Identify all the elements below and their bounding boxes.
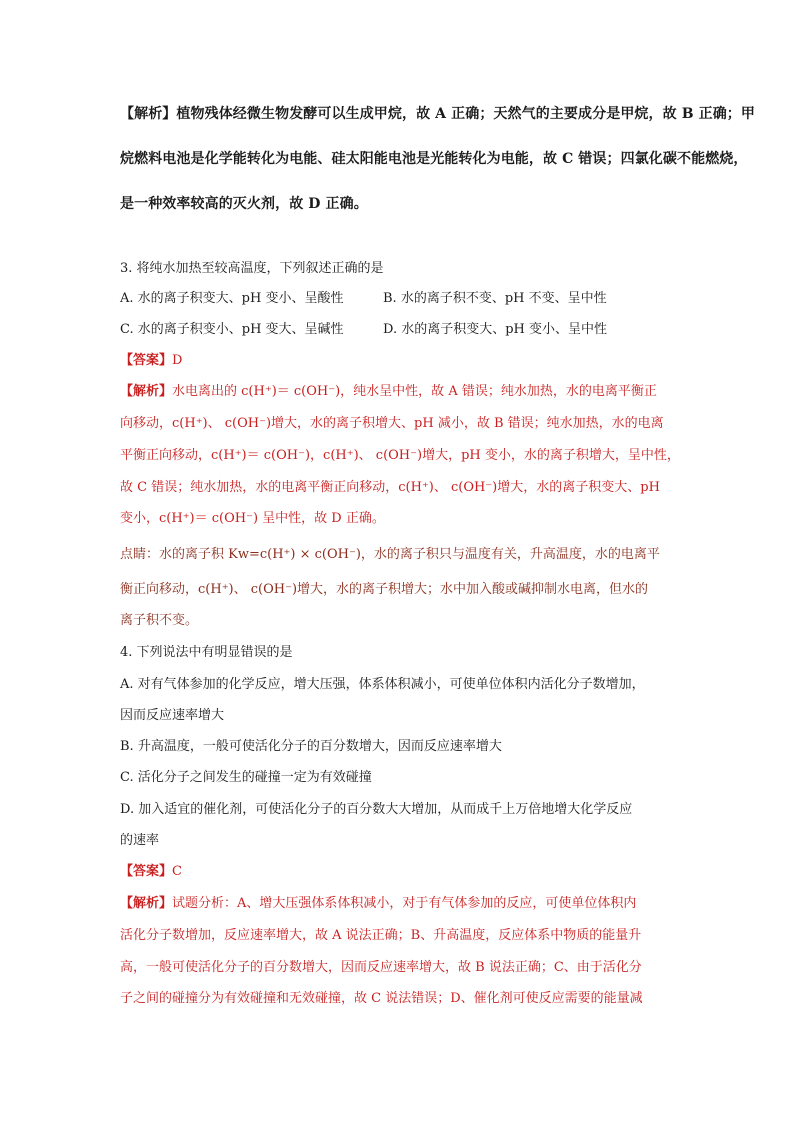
question-4-stem: 4. 下列说法中有明显错误的是 bbox=[120, 645, 293, 660]
q4-analysis-line-1 bbox=[120, 897, 636, 910]
q3-answer bbox=[120, 354, 182, 367]
q4-option-b: B. 升高温度，一般可使活化分子的百分数增大，因而反应速率增大 bbox=[120, 739, 502, 754]
q3-option-b: B. 水的离子积不变、pH 不变、呈中性 bbox=[383, 291, 607, 306]
q4-analysis-line-4: 子之间的碰撞分为有效碰撞和无效碰撞，故 C 说法错误；D、催化剂可使反应需要的能量减 bbox=[120, 991, 643, 1006]
question-3-stem: 3. 将纯水加热至较高温度，下列叙述正确的是 bbox=[120, 261, 384, 276]
q3-option-a: A. 水的离子积变大、pH 变小、呈酸性 bbox=[120, 291, 344, 306]
prev-analysis-line-2: 烷燃料电池是化学能转化为电能、硅太阳能电池是光能转化为电能，故 C 错误；四氯化碳不能燃烧， bbox=[120, 151, 748, 167]
q4-option-d-line-1: D. 加入适宜的催化剂，可使活化分子的百分数大大增加，从而成千上万倍地增大化学反应 bbox=[120, 802, 633, 817]
q4-answer bbox=[120, 865, 182, 878]
q3-analysis-line-5: 变小，c(H⁺)＝ c(OH⁻) 呈中性，故 D 正确。 bbox=[120, 511, 385, 526]
q4-option-d-line-2: 的速率 bbox=[120, 833, 160, 848]
analysis-label: 【解析】 bbox=[120, 384, 173, 399]
q3-tip-line-1: 点睛：水的离子积 Kw=c(H⁺) × c(OH⁻)，水的离子积只与温度有关，升高温度，水的电离平 bbox=[120, 547, 660, 562]
analysis-label: 【解析】 bbox=[120, 106, 177, 122]
answer-value: C bbox=[172, 864, 182, 879]
analysis-label: 【解析】 bbox=[120, 896, 173, 911]
prev-analysis-line-1 bbox=[120, 107, 755, 121]
answer-label: 【答案】 bbox=[120, 353, 173, 368]
analysis-text: 植物残体经微生物发酵可以生成甲烷，故 A 正确；天然气的主要成分是甲烷，故 B 正确；甲 bbox=[176, 106, 755, 122]
q4-analysis-line-3: 高，一般可使活化分子的百分数增大，因而反应速率增大，故 B 说法正确；C、由于活化分 bbox=[120, 960, 642, 975]
answer-label: 【答案】 bbox=[120, 864, 173, 879]
q3-tip-line-3: 离子积不变。 bbox=[120, 613, 199, 628]
prev-analysis-line-3: 是一种效率较高的灭火剂，故 D 正确。 bbox=[120, 196, 368, 212]
q4-option-c: C. 活化分子之间发生的碰撞一定为有效碰撞 bbox=[120, 770, 372, 785]
analysis-text: 水电离出的 c(H⁺)＝ c(OH⁻)，纯水呈中性，故 A 错误；纯水加热，水的电离平衡正 bbox=[172, 384, 657, 399]
q3-analysis-line-2: 向移动，c(H⁺)、 c(OH⁻)增大，水的离子积增大、pH 减小，故 B 错误；纯水加热，水的电离 bbox=[120, 416, 664, 431]
q3-option-c: C. 水的离子积变小、pH 变大、呈碱性 bbox=[120, 322, 344, 337]
q3-option-d: D. 水的离子积变大、pH 变小、呈中性 bbox=[383, 322, 608, 337]
q3-analysis-line-4: 故 C 错误；纯水加热，水的电离平衡正向移动，c(H⁺)、 c(OH⁻)增大，水的离子积变大、pH bbox=[120, 480, 660, 495]
q3-tip-line-2: 衡正向移动，c(H⁺)、 c(OH⁻)增大，水的离子积增大；水中加入酸或碱抑制水电离，但水的 bbox=[120, 582, 649, 597]
q3-analysis-line-3: 平衡正向移动，c(H⁺)＝ c(OH⁻)，c(H⁺)、 c(OH⁻)增大，pH 变小，水的离子积增大，呈中性， bbox=[120, 448, 680, 463]
q3-analysis-line-1 bbox=[120, 385, 657, 398]
answer-value: D bbox=[172, 353, 183, 368]
q4-analysis-line-2: 活化分子数增加，反应速率增大，故 A 说法正确；B、升高温度，反应体系中物质的能量升 bbox=[120, 928, 642, 943]
q4-option-a-line-1: A. 对有气体参加的化学反应，增大压强，体系体积减小，可使单位体积内活化分子数增加， bbox=[120, 677, 645, 692]
analysis-text: 试题分析：A、增大压强体系体积减小，对于有气体参加的反应，可使单位体积内 bbox=[172, 896, 637, 911]
q4-option-a-line-2: 因而反应速率增大 bbox=[120, 708, 225, 723]
